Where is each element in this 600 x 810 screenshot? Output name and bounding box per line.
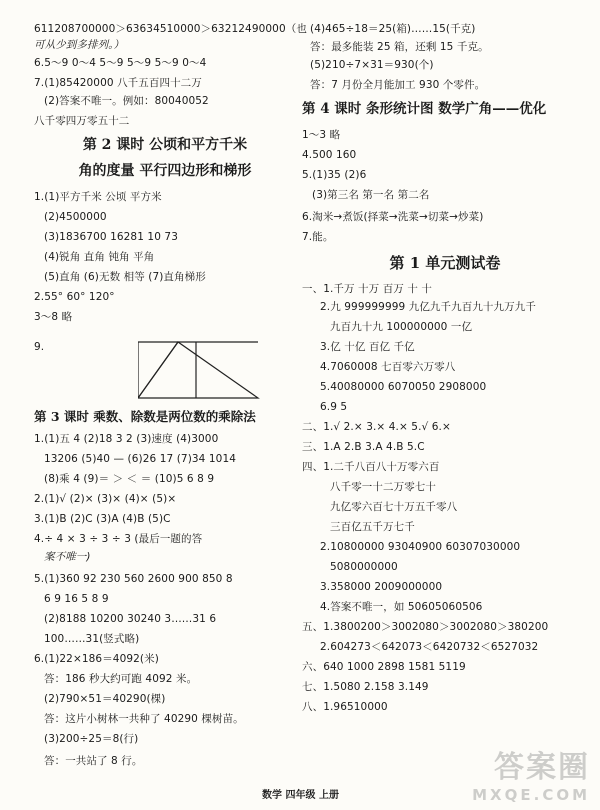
- text-line: 6.5～9 0～4 5～9 5～9 5～9 0～4: [34, 57, 207, 69]
- text-line: 九亿零六百七十万五千零八: [330, 501, 458, 513]
- text-line: 可从少到多排列。）: [34, 39, 125, 51]
- text-line: 2.10800000 93040900 60307030000: [320, 541, 521, 553]
- text-line: 611208700000＞63634510000＞63212490000（也: [34, 23, 307, 35]
- text-line: (3)第三名 第一名 第二名: [312, 189, 430, 201]
- section-heading: 第 4 课时 条形统计图 数学广角——优化: [302, 101, 547, 117]
- text-line: 3～8 略: [34, 311, 73, 323]
- text-line: 答：186 秒大约可跑 4092 米。: [44, 673, 198, 685]
- text-line: 3.358000 2009000000: [320, 581, 443, 593]
- text-line: (2)8188 10200 30240 3……31 6: [44, 613, 217, 625]
- text-line: 2.九 999999999 九亿九千九百九十九万九千: [320, 301, 536, 313]
- text-line: 三、1.A 2.B 3.A 4.B 5.C: [302, 441, 425, 453]
- page-footer: 数学 四年级 上册: [262, 790, 339, 801]
- text-line: 3.(1)B (2)C (3)A (4)B (5)C: [34, 513, 171, 525]
- text-line: 4.答案不唯一，如 50605060506: [320, 601, 483, 613]
- text-line: 3.亿 十亿 百亿 千亿: [320, 341, 415, 353]
- section-heading: 第 2 课时 公顷和平方千米: [82, 137, 248, 153]
- text-line: 1.(1)五 4 (2)18 3 2 (3)速度 (4)3000: [34, 433, 219, 445]
- text-line: 7.(1)85420000 八千五百四十二万: [34, 77, 202, 89]
- text-line: 案不唯一): [44, 551, 91, 563]
- text-line: 6.淘米→煮饭(择菜→洗菜→切菜→炒菜): [302, 211, 484, 223]
- text-line: 1～3 略: [302, 129, 341, 141]
- text-line: 2.(1)√ (2)× (3)× (4)× (5)×: [34, 493, 177, 505]
- text-line: 九百九十九 100000000 一亿: [330, 321, 473, 333]
- text-line: 2.604273＜642073＜6420732＜6527032: [320, 641, 539, 653]
- watermark-text: 答案圈: [494, 750, 590, 785]
- section-heading: 第 1 单元测试卷: [389, 254, 501, 272]
- text-line: 9.: [34, 341, 45, 353]
- text-line: (5)210÷7×31＝930(个): [310, 59, 434, 71]
- text-line: 2.55° 60° 120°: [34, 291, 115, 303]
- text-line: 三百亿五千万七千: [330, 521, 415, 533]
- text-line: 一、1.千万 十万 百万 十 十: [302, 283, 432, 295]
- text-line: 八千零四万零五十二: [34, 115, 130, 127]
- text-line: 5080000000: [330, 561, 398, 573]
- text-line: 答：这片小树林一共种了 40290 棵树苗。: [44, 713, 244, 725]
- text-line: (2)4500000: [44, 211, 107, 223]
- text-line: (5)直角 (6)无数 相等 (7)直角梯形: [44, 271, 206, 283]
- text-line: 13206 (5)40 — (6)26 17 (7)34 1014: [44, 453, 237, 465]
- text-line: (3)1836700 16281 10 73: [44, 231, 178, 243]
- text-line: (4)锐角 直角 钝角 平角: [44, 251, 155, 263]
- text-line: 1.(1)平方千米 公顷 平方米: [34, 191, 162, 203]
- text-line: 四、1.二千八百八十万零六百: [302, 461, 440, 473]
- text-line: (3)200÷25＝8(行): [44, 733, 139, 745]
- text-line: 二、1.√ 2.× 3.× 4.× 5.√ 6.×: [302, 421, 451, 433]
- parallelogram-trapezoid-figure: [138, 338, 260, 400]
- watermark-url: MXQE.COM: [472, 786, 590, 804]
- text-line: 八、1.96510000: [302, 701, 388, 713]
- text-line: (2)答案不唯一。例如：80040052: [44, 95, 209, 107]
- text-line: 答：7 月份全月能加工 930 个零件。: [310, 79, 486, 91]
- text-line: 4.÷ 4 × 3 ÷ 3 ÷ 3 (最后一题的答: [34, 533, 203, 545]
- text-line: 5.(1)360 92 230 560 2600 900 850 8: [34, 573, 233, 585]
- text-line: 答：最多能装 25 箱，还剩 15 千克。: [310, 41, 489, 53]
- text-line: (8)乘 4 (9)＝ ＞ ＜ ＝ (10)5 6 8 9: [44, 473, 215, 485]
- text-line: (4)465÷18＝25(箱)……15(千克): [310, 23, 476, 35]
- text-line: 5.(1)35 (2)6: [302, 169, 367, 181]
- text-line: 7.能。: [302, 231, 334, 243]
- text-line: 4.7060008 七百零六万零八: [320, 361, 456, 373]
- text-line: 答：一共站了 8 行。: [44, 755, 143, 767]
- text-line: 6.(1)22×186＝4092(米): [34, 653, 159, 665]
- text-line: 5.40080000 6070050 2908000: [320, 381, 487, 393]
- watermark-logo: [472, 742, 590, 804]
- text-line: 五、1.3800200＞3002080＞3002080＞380200: [302, 621, 549, 633]
- section-heading: 角的度量 平行四边形和梯形: [78, 163, 252, 179]
- text-line: 4.500 160: [302, 149, 357, 161]
- text-line: 七、1.5080 2.158 3.149: [302, 681, 429, 693]
- text-line: 六、640 1000 2898 1581 5119: [302, 661, 466, 673]
- text-line: 八千零一十二万零七十: [330, 481, 436, 493]
- text-line: (2)790×51＝40290(棵): [44, 693, 166, 705]
- text-line: 100……31(竖式略): [44, 633, 140, 645]
- section-heading: 第 3 课时 乘数、除数是两位数的乘除法: [34, 409, 256, 424]
- text-line: 6.9 5: [320, 401, 348, 413]
- text-line: 6 9 16 5 8 9: [44, 593, 109, 605]
